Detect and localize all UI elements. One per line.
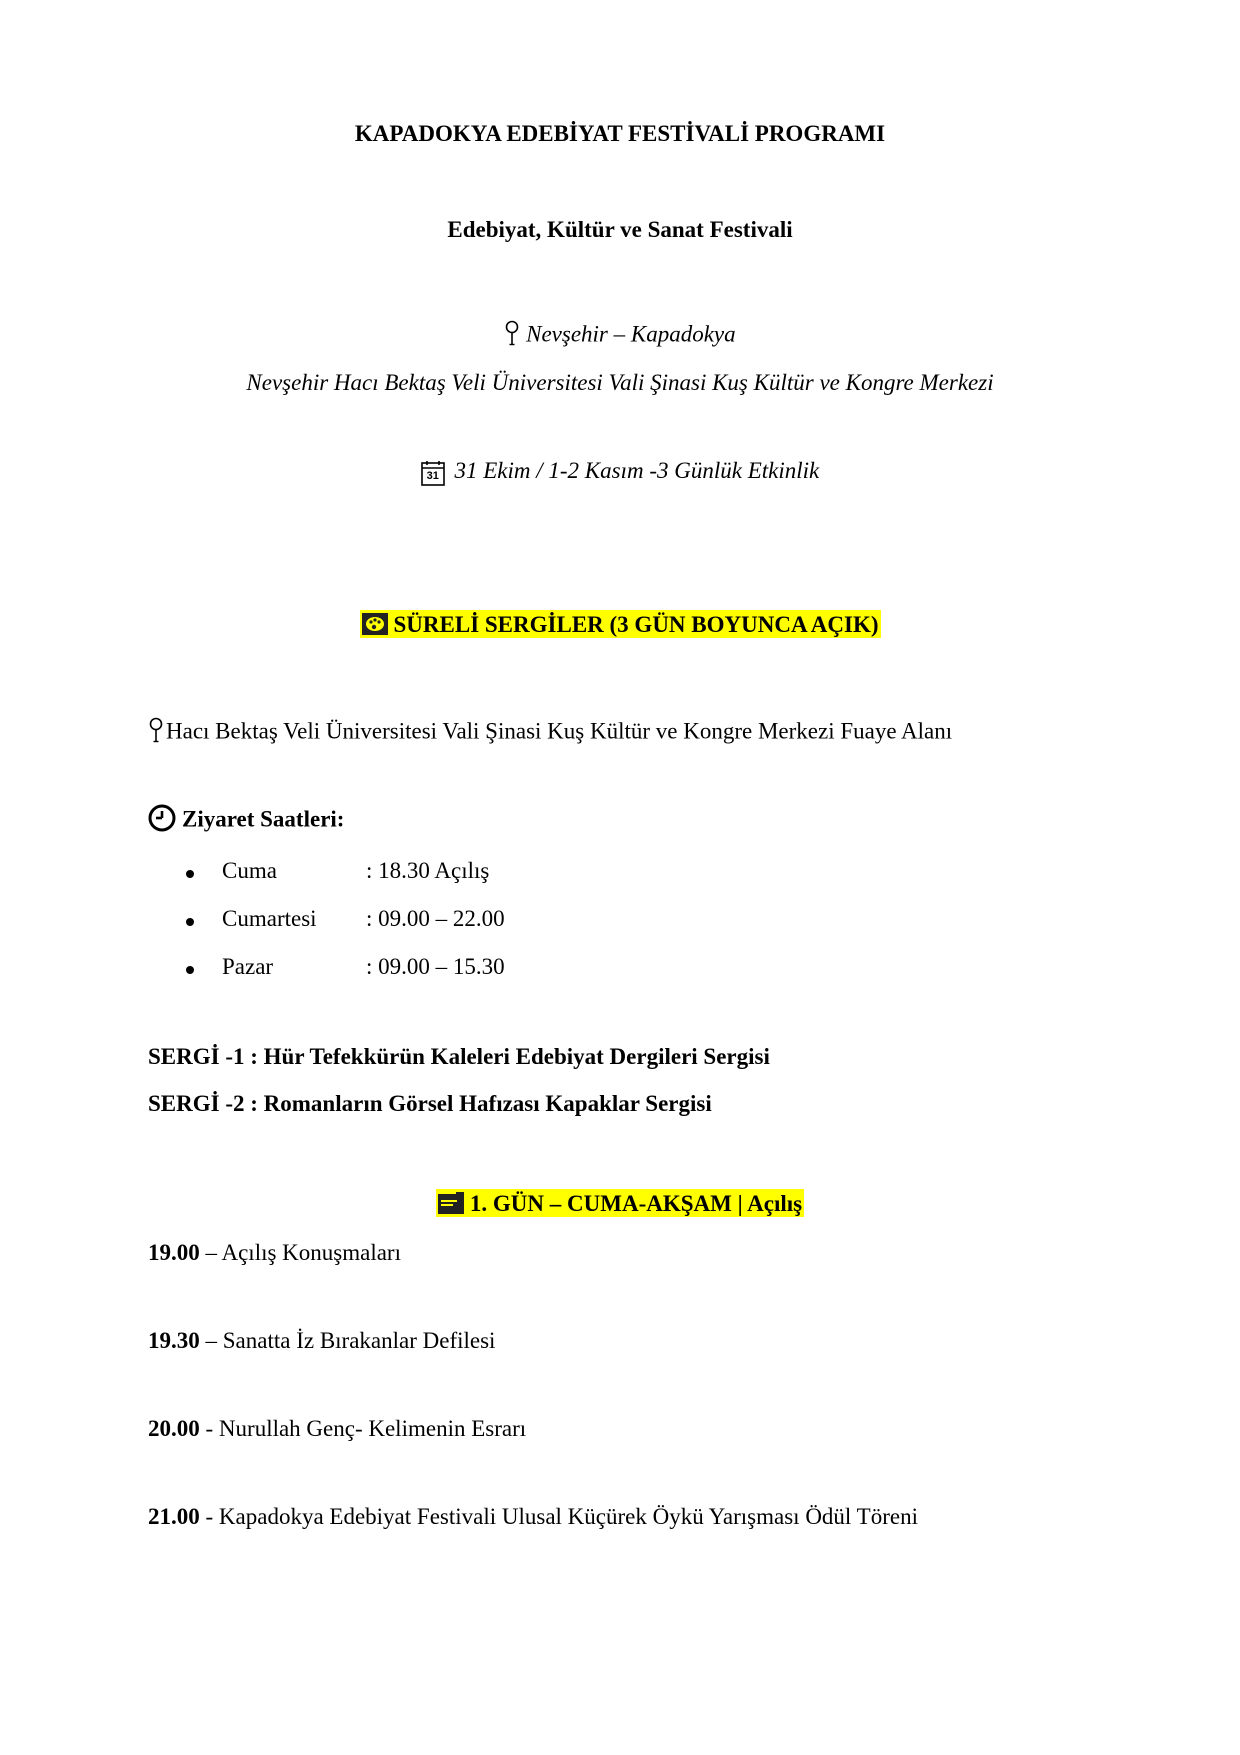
day1-heading xyxy=(0,1191,1240,1220)
map-pin-icon xyxy=(148,717,164,749)
page-subtitle: Edebiyat, Kültür ve Sanat Festivali xyxy=(447,217,793,242)
visiting-hours-label: Ziyaret Saatleri: xyxy=(182,806,345,832)
hours-day: Cuma xyxy=(222,858,277,883)
event-title: Açılış Konuşmaları xyxy=(221,1240,401,1265)
list-bullet xyxy=(186,870,194,878)
event-separator: – xyxy=(199,1328,223,1353)
exhibition-item-name: Hür Tefekkürün Kaleleri Edebiyat Dergileri Sergisi xyxy=(263,1044,770,1069)
day1-heading-text: 1. GÜN – CUMA-AKŞAM | Açılış xyxy=(469,1191,803,1216)
event-time: 19.30 xyxy=(148,1328,200,1353)
exhibition-item-label: SERGİ -1 : xyxy=(148,1044,258,1069)
list-bullet xyxy=(186,966,194,974)
hours-time: : 18.30 Açılış xyxy=(366,858,490,883)
hours-time: : 09.00 – 15.30 xyxy=(366,954,505,979)
location-city: Nevşehir – Kapadokya xyxy=(526,321,736,347)
event-title: Kapadokya Edebiyat Festivali Ulusal Küçürek Öykü Yarışması Ödül Töreni xyxy=(218,1504,918,1529)
exhibition-item-label: SERGİ -2 : xyxy=(148,1091,258,1116)
page-title: KAPADOKYA EDEBİYAT FESTİVALİ PROGRAMI xyxy=(354,121,886,146)
event-separator: - xyxy=(199,1416,219,1441)
dates-line xyxy=(0,458,1240,486)
event-time: 20.00 xyxy=(148,1416,200,1441)
event-separator: – xyxy=(199,1240,222,1265)
calendar-icon xyxy=(421,460,445,486)
event-row xyxy=(148,1504,918,1530)
event-separator: - xyxy=(199,1504,219,1529)
map-pin-icon xyxy=(504,320,520,352)
event-row xyxy=(148,1416,526,1442)
event-time: 21.00 xyxy=(148,1504,200,1529)
hours-day: Pazar xyxy=(222,954,274,979)
dates-text: 31 Ekim / 1-2 Kasım -3 Günlük Etkinlik xyxy=(454,458,820,483)
clock-icon xyxy=(148,804,176,838)
hours-time: : 09.00 – 22.00 xyxy=(366,906,505,931)
event-title: Sanatta İz Bırakanlar Defilesi xyxy=(222,1328,496,1353)
event-title: Nurullah Genç- Kelimenin Esrarı xyxy=(218,1416,527,1441)
location-city-line xyxy=(0,320,1240,352)
event-time: 19.00 xyxy=(148,1240,200,1265)
exhibition-item xyxy=(148,1091,712,1117)
exhibitions-heading xyxy=(0,612,1240,642)
exhibition-item xyxy=(148,1044,770,1070)
location-venue: Nevşehir Hacı Bektaş Veli Üniversitesi Vali Şinasi Kuş Kültür ve Kongre Merkezi xyxy=(246,370,994,395)
palette-icon xyxy=(362,612,388,642)
visiting-hours-heading xyxy=(148,804,344,838)
list-bullet xyxy=(186,918,194,926)
exhibition-place xyxy=(148,717,952,749)
calendar-day-label: 31 xyxy=(426,469,439,482)
hours-day: Cumartesi xyxy=(222,906,317,931)
folder-icon xyxy=(438,1192,464,1220)
exhibition-place-text: Hacı Bektaş Veli Üniversitesi Vali Şinasi Kuş Kültür ve Kongre Merkezi Fuaye Alanı xyxy=(166,718,953,744)
exhibition-item-name: Romanların Görsel Hafızası Kapaklar Sergisi xyxy=(263,1091,712,1116)
event-row xyxy=(148,1328,495,1354)
event-row xyxy=(148,1240,401,1266)
exhibitions-heading-text: SÜRELİ SERGİLER (3 GÜN BOYUNCA AÇIK) xyxy=(393,612,879,638)
